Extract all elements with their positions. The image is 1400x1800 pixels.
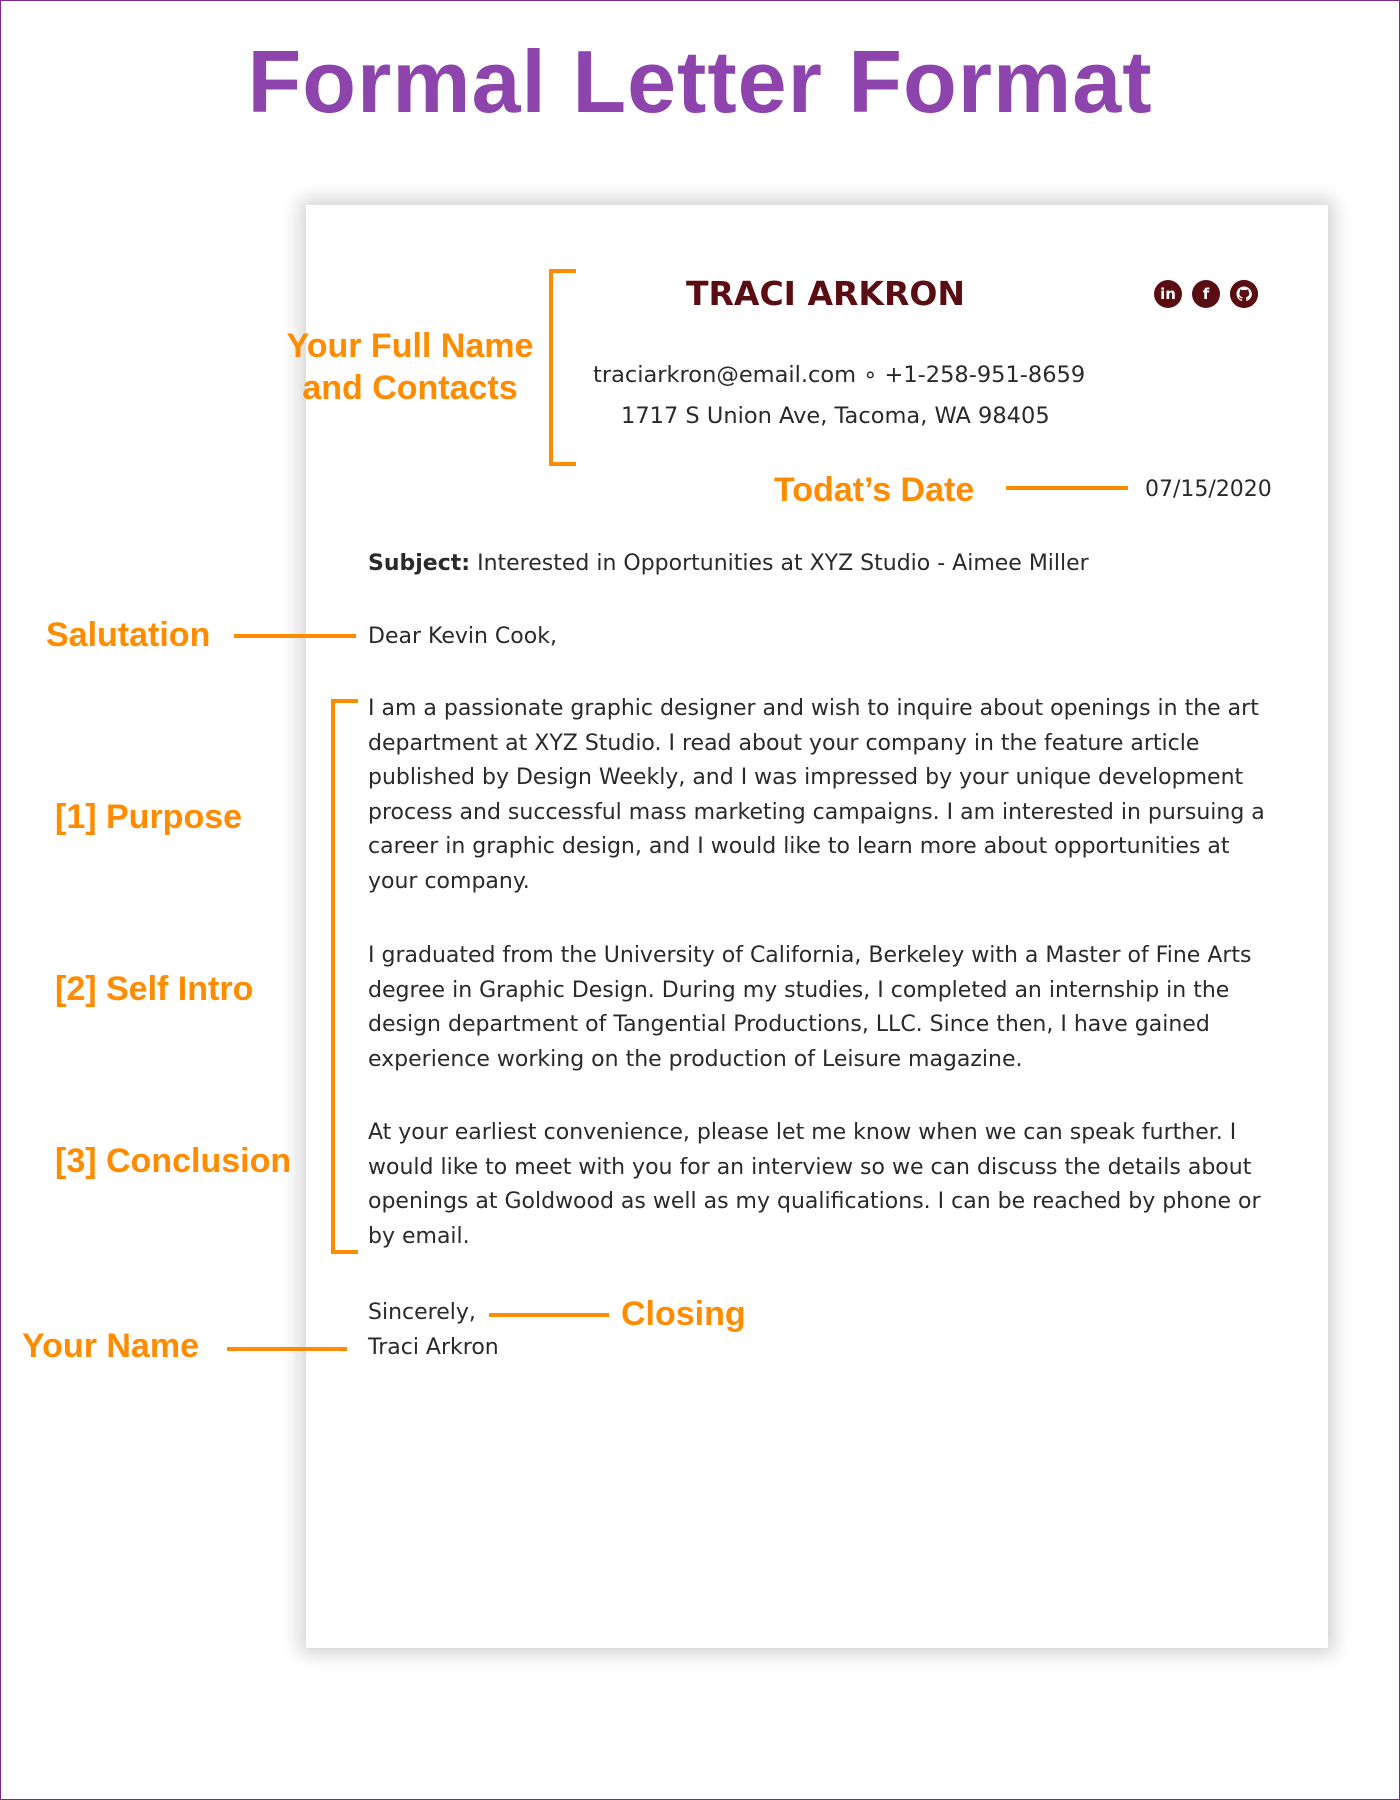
signature: Traci Arkron [368,1335,499,1360]
annotation-salutation: Salutation [46,616,211,654]
linkedin-icon[interactable]: in [1154,280,1182,308]
bracket-body-vertical [331,699,335,1254]
annotation-purpose: [1] Purpose [55,798,243,836]
contact-line: traciarkron@email.com ∘ +1-258-951-8659 [593,362,1086,388]
facebook-icon[interactable]: f [1192,280,1220,308]
sender-name: TRACI ARKRON [686,274,966,313]
page-title: Formal Letter Format [247,32,1153,131]
connector-salutation [234,634,356,638]
address-line: 1717 S Union Ave, Tacoma, WA 98405 [621,403,1050,429]
github-icon[interactable] [1230,280,1258,308]
annotation-date: Todat’s Date [774,471,975,509]
bracket-contacts-vertical [549,269,553,466]
subject-text: Interested in Opportunities at XYZ Studio - Aimee Miller [477,551,1089,576]
connector-your-name [227,1347,347,1351]
paragraph-purpose: I am a passionate graphic designer and wish to inquire about openings in the art department at XYZ Studio. I read about your company in the feature article published by Design Weekly, and I was impressed by your unique development process and successful mass marketing campaigns. I am interested in pursuing a career in graphic design, and I would like to learn more about opportunities at your company. [368,696,1265,894]
bracket-contacts-top [549,269,576,273]
subject-line [368,546,1089,581]
salutation: Dear Kevin Cook, [368,624,557,649]
connector-date [1006,486,1128,490]
paragraph-conclusion: At your earliest convenience, please let me know when we can speak further. I would like to meet with you for an interview so we can discuss the details about openings at Goldwood as well as my qualifications. I can be reached by phone or by email. [368,1120,1261,1249]
annotation-self-intro: [2] Self Intro [55,970,254,1008]
bracket-body-top [331,699,358,703]
annotation-full-name-line1: Your Full Name [286,327,534,365]
paragraph-self-intro: I graduated from the University of California, Berkeley with a Master of Fine Arts degree in Graphic Design. During my studies, I completed an internship in the design department of Tangential Productions, LLC. Since then, I have gained experience working on the production of Leisure magazine. [368,943,1252,1072]
subject-label: Subject: [368,551,471,576]
connector-closing [489,1313,609,1317]
closing: Sincerely, [368,1300,476,1325]
letter-date: 07/15/2020 [1145,477,1272,502]
annotation-full-name [276,325,544,409]
annotation-closing: Closing [621,1295,746,1333]
github-glyph [1230,280,1258,308]
bracket-contacts-bottom [549,462,576,466]
annotation-full-name-line2: and Contacts [302,369,518,407]
bracket-body-bottom [331,1250,358,1254]
annotation-your-name: Your Name [22,1327,199,1365]
annotation-conclusion: [3] Conclusion [55,1142,292,1180]
